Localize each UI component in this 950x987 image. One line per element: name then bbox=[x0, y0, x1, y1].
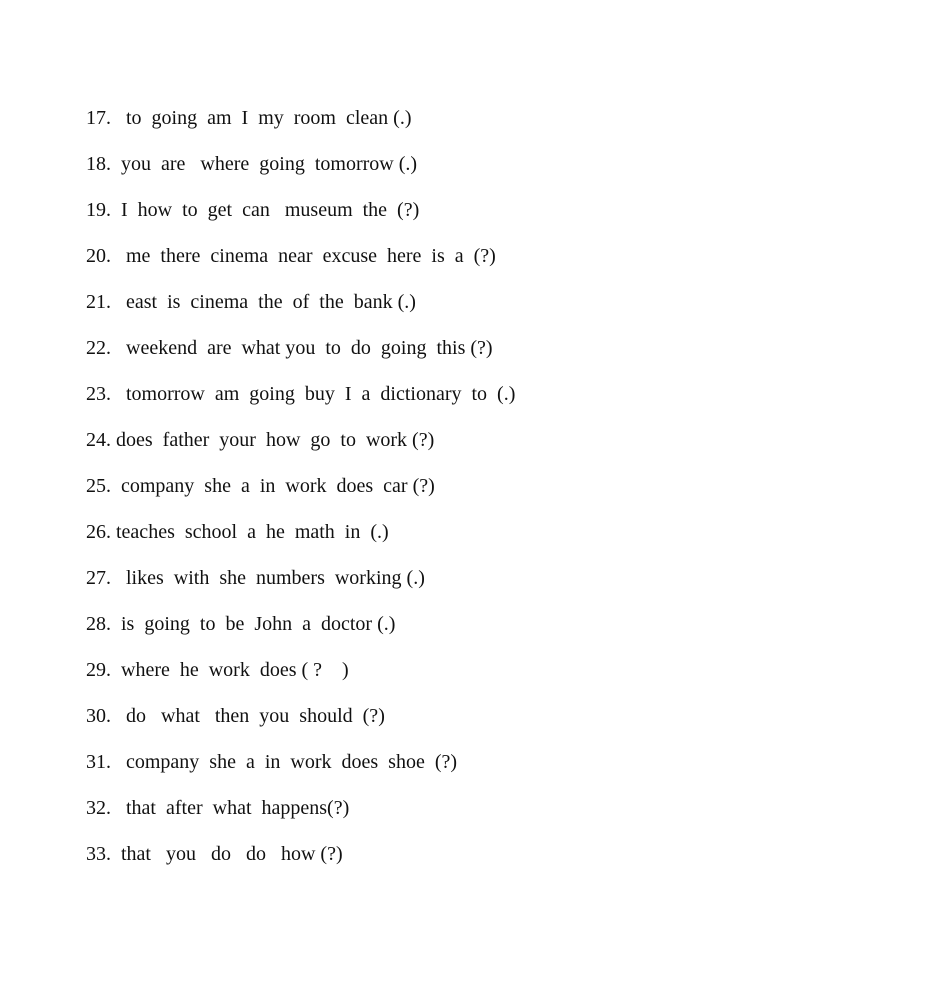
exercise-item-25: 25. company she a in work does car (?) bbox=[86, 475, 435, 497]
exercise-item-28: 28. is going to be John a doctor (.) bbox=[86, 613, 396, 635]
exercise-item-17: 17. to going am I my room clean (.) bbox=[86, 107, 412, 129]
exercise-item-24: 24. does father your how go to work (?) bbox=[86, 429, 435, 451]
exercise-item-26: 26. teaches school a he math in (.) bbox=[86, 521, 389, 543]
exercise-item-27: 27. likes with she numbers working (.) bbox=[86, 567, 425, 589]
exercise-item-21: 21. east is cinema the of the bank (.) bbox=[86, 291, 416, 313]
exercise-item-31: 31. company she a in work does shoe (?) bbox=[86, 751, 458, 773]
exercise-item-19: 19. I how to get can museum the (?) bbox=[86, 199, 420, 221]
exercise-item-22: 22. weekend are what you to do going this (?) bbox=[86, 337, 493, 359]
exercise-item-30: 30. do what then you should (?) bbox=[86, 705, 385, 727]
exercise-list bbox=[86, 104, 515, 886]
exercise-item-23: 23. tomorrow am going buy I a dictionary to (.) bbox=[86, 383, 516, 405]
exercise-item-29: 29. where he work does ( ? ) bbox=[86, 659, 349, 681]
exercise-item-20: 20. me there cinema near excuse here is a (?) bbox=[86, 245, 496, 267]
exercise-item-18: 18. you are where going tomorrow (.) bbox=[86, 153, 418, 175]
exercise-item-33: 33. that you do do how (?) bbox=[86, 843, 343, 865]
exercise-item-32: 32. that after what happens(?) bbox=[86, 797, 350, 819]
